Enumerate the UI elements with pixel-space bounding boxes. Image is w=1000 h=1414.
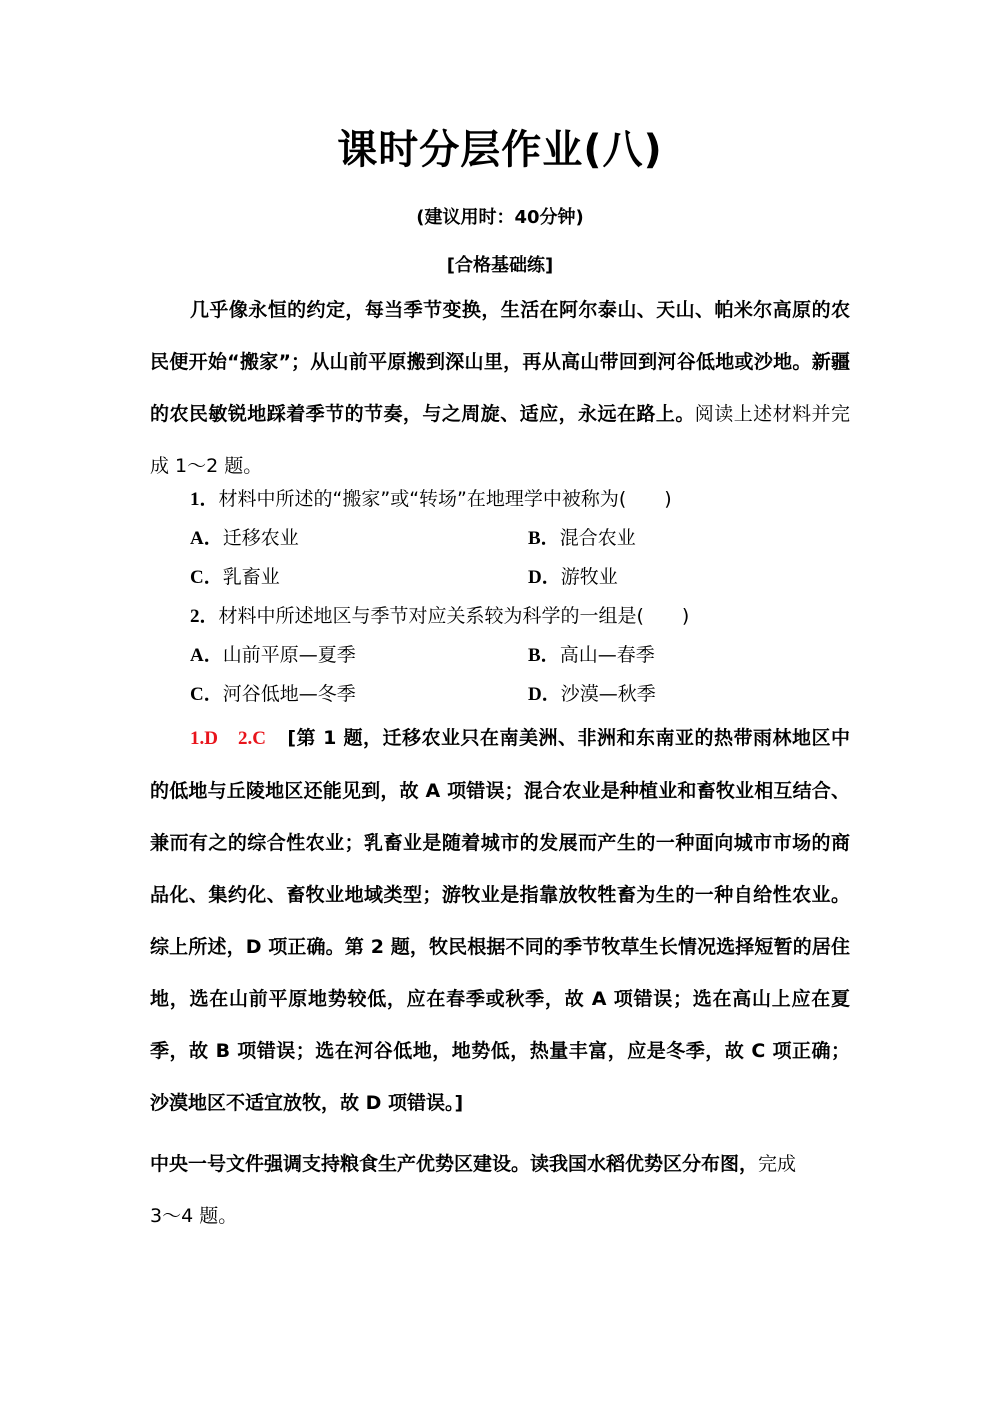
question-1-option-b: B．混合农业 <box>528 527 636 549</box>
material-1-text: 几乎像永恒的约定，每当季节变换，生活在阿尔泰山、天山、帕米尔高原的农民便开始“搬家”；从山前平原搬到深山里，再从高山带回到河谷低地或沙地。新疆的农民敏锐地踩着季节的节奏，与之周旋、适应，永远在路上。 <box>150 299 850 425</box>
question-2-option-d: D．沙漠—秋季 <box>528 683 656 705</box>
question-2-stem: 2．材料中所述地区与季节对应关系较为科学的一组是( ) <box>190 605 690 627</box>
material-2-text: 中央一号文件强调支持粮食生产优势区建设。读我国水稻优势区分布图， <box>150 1153 759 1175</box>
material-1-paragraph <box>150 284 850 492</box>
answer-key: 1.D 2.C <box>190 728 266 749</box>
question-2-option-b: B．高山—春季 <box>528 644 655 666</box>
question-1-stem: 1．材料中所述的“搬家”或“转场”在地理学中被称为( ) <box>190 488 672 510</box>
question-2-option-a: A．山前平原—夏季 <box>190 644 356 666</box>
material-1-instruction: 阅读上述材料并完成 1～2 题。 <box>150 403 850 477</box>
answer-explanation <box>150 712 850 1129</box>
material-2-instruction: 完成 <box>758 1153 797 1175</box>
question-1-option-d: D．游牧业 <box>528 566 618 588</box>
page-title: 课时分层作业(八) <box>337 127 663 173</box>
question-1-option-a: A．迁移农业 <box>190 527 299 549</box>
question-1-option-c: C．乳畜业 <box>190 566 280 588</box>
suggested-time: (建议用时：40分钟) <box>416 207 584 228</box>
question-2-option-c: C．河谷低地—冬季 <box>190 683 356 705</box>
material-2-paragraph <box>150 1138 850 1242</box>
explanation-text: [第 1 题，迁移农业只在南美洲、非洲和东南亚的热带雨林地区中的低地与丘陵地区还能见到，故 A 项错误；混合农业是种植业和畜牧业相互结合、兼而有之的综合性农业；乳畜业是随着城市的发展而产生的一种面向城市市场的商品化、集约化、畜牧业地域类型；游牧业是指靠放牧牲畜为生的一种自给性农业。综上所述，D 项正确。第 2 题，牧民根据不同的季节牧草生长情况选择短暂的居住地，选在山前平原地势较低，应在春季或秋季，故 A 项错误；选在高山上应在夏季，故 B 项错误；选在河谷低地，地势低，热量丰富，应是冬季，故 C 项正确；沙漠地区不适宜放牧，故 D 项错误。] <box>150 727 850 1114</box>
section-label: [合格基础练] <box>446 255 554 276</box>
material-2-question-range: 3～4 题。 <box>150 1205 238 1227</box>
